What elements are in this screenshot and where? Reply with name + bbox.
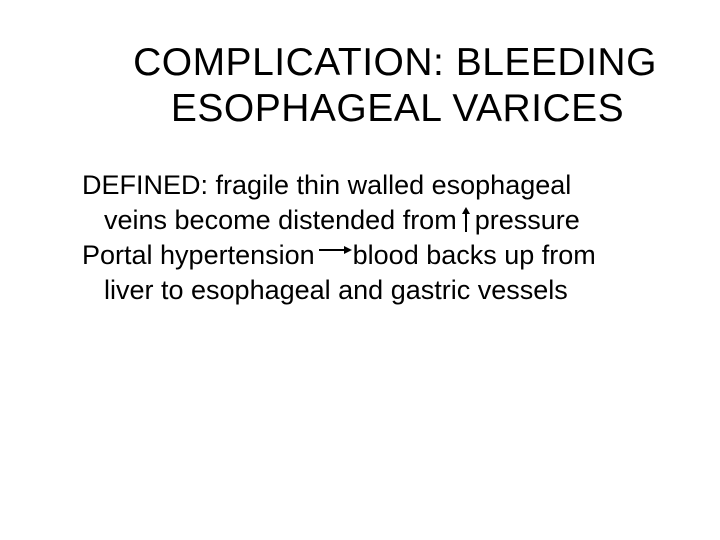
defined-paragraph — [82, 168, 702, 238]
defined-line-2 — [82, 203, 702, 238]
portal-paragraph — [82, 238, 702, 308]
portal-line-1 — [82, 240, 596, 270]
portal-line-1-start: Portal hypertension — [82, 240, 315, 270]
defined-line-2-start: veins become distended from — [104, 205, 457, 235]
portal-line-1-end: blood backs up from — [352, 240, 596, 270]
slide-body — [82, 168, 702, 308]
slide-title — [0, 40, 720, 132]
defined-line-2-end: pressure — [474, 205, 580, 235]
defined-line-1: DEFINED: fragile thin walled esophageal — [82, 170, 572, 200]
portal-line-2: liver to esophageal and gastric vessels — [104, 275, 568, 305]
title-line-2: ESOPHAGEAL VARICES — [170, 87, 625, 130]
title-line-1: COMPLICATION: BLEEDING — [133, 41, 657, 84]
right-arrow-icon — [317, 238, 353, 262]
up-arrow-icon — [461, 207, 471, 233]
